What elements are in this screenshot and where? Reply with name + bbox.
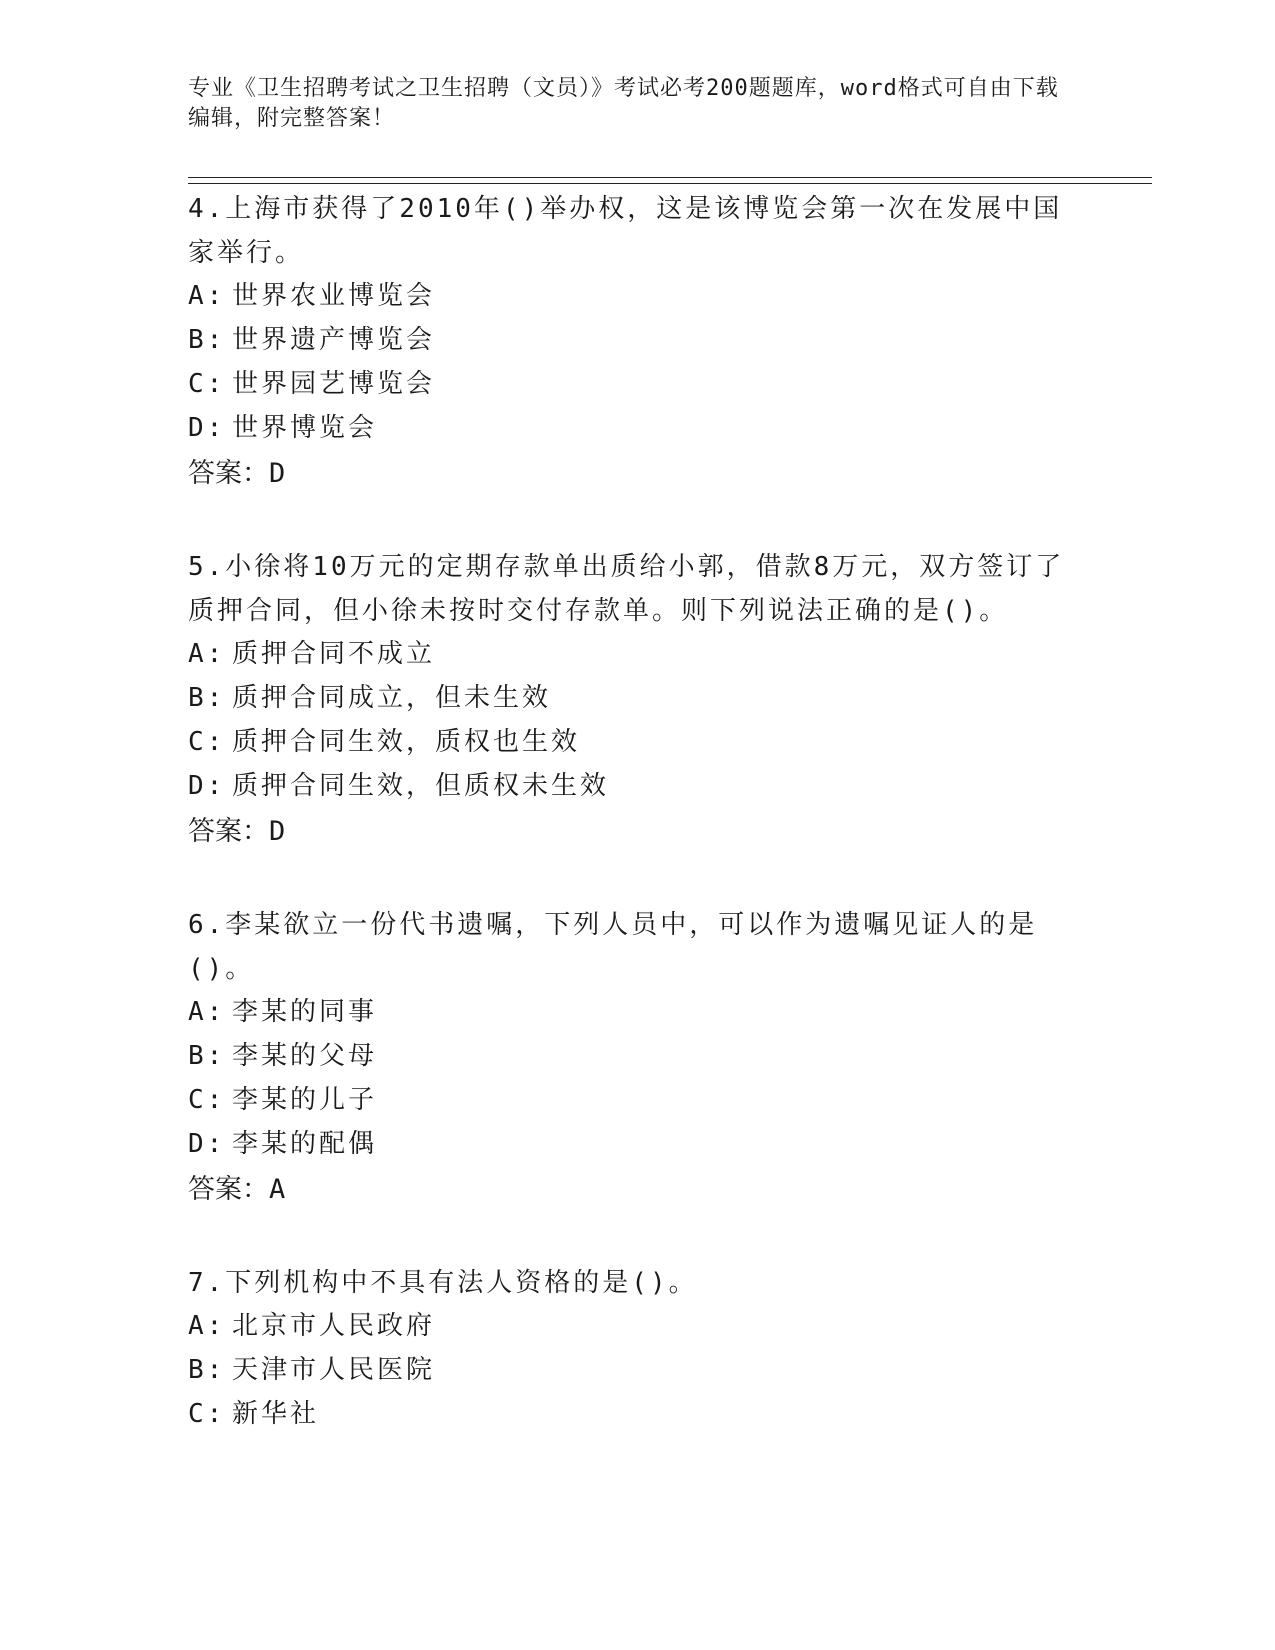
option-letter: B:: [188, 325, 226, 355]
question-5-option-c: [188, 724, 580, 760]
question-5-text: 5.小徐将10万元的定期存款单出质给小郭，借款8万元，双方签订了质押合同，但小徐未按时交付存款单。则下列说法正确的是()。: [188, 552, 1065, 626]
option-letter: B:: [188, 1355, 226, 1385]
option-text: 李某的同事: [232, 997, 378, 1027]
question-5-option-b: [188, 680, 551, 716]
question-6-option-d: [188, 1126, 377, 1162]
option-letter: B:: [188, 1041, 226, 1071]
option-letter: A:: [188, 639, 226, 669]
option-text: 质押合同不成立: [232, 639, 436, 669]
question-4-option-b: [188, 322, 435, 358]
question-5-option-d: [188, 768, 609, 804]
question-5-answer: [188, 814, 285, 850]
option-letter: A:: [188, 1311, 226, 1341]
question-7-option-a: [188, 1308, 435, 1344]
question-7-option-b: [188, 1352, 435, 1388]
option-text: 质押合同生效，质权也生效: [232, 727, 581, 757]
answer-value: A: [269, 1174, 286, 1205]
question-7-option-c: [188, 1396, 319, 1432]
question-6-answer: [188, 1172, 285, 1208]
option-text: 李某的配偶: [232, 1129, 378, 1159]
option-letter: C:: [188, 1399, 226, 1429]
option-text: 世界园艺博览会: [232, 369, 436, 399]
option-text: 世界遗产博览会: [232, 325, 436, 355]
answer-label: 答案：: [188, 1174, 269, 1205]
option-text: 质押合同生效，但质权未生效: [232, 771, 610, 801]
option-text: 李某的父母: [232, 1041, 378, 1071]
option-text: 北京市人民政府: [232, 1311, 436, 1341]
option-text: 天津市人民医院: [232, 1355, 436, 1385]
answer-label: 答案：: [188, 458, 269, 489]
question-6-option-c: [188, 1082, 377, 1118]
question-4-option-d: [188, 410, 377, 446]
option-text: 质押合同成立，但未生效: [232, 683, 552, 713]
option-letter: C:: [188, 1085, 226, 1115]
option-text: 世界博览会: [232, 413, 378, 443]
option-letter: A:: [188, 281, 226, 311]
answer-label: 答案：: [188, 816, 269, 847]
question-6-option-b: [188, 1038, 377, 1074]
option-text: 新华社: [232, 1399, 320, 1429]
option-text: 世界农业博览会: [232, 281, 436, 311]
option-letter: D:: [188, 771, 226, 801]
question-6-option-a: [188, 994, 377, 1030]
question-4-option-a: [188, 278, 435, 314]
option-letter: C:: [188, 369, 226, 399]
question-4-text: 4.上海市获得了2010年()举办权，这是该博览会第一次在发展中国家举行。: [188, 194, 1063, 268]
header-divider-top: [188, 177, 1152, 178]
question-6-text: 6.李某欲立一份代书遗嘱，下列人员中，可以作为遗嘱见证人的是()。: [188, 910, 1038, 984]
answer-value: D: [269, 816, 286, 847]
answer-value: D: [269, 458, 286, 489]
option-text: 李某的儿子: [232, 1085, 378, 1115]
question-4-answer: [188, 456, 285, 492]
option-letter: B:: [188, 683, 226, 713]
option-letter: A:: [188, 997, 226, 1027]
option-letter: D:: [188, 1129, 226, 1159]
question-4-option-c: [188, 366, 435, 402]
document-header: 专业《卫生招聘考试之卫生招聘（文员）》考试必考200题题库，word格式可自由下载编辑，附完整答案！: [188, 76, 1059, 131]
header-divider-bottom: [188, 183, 1152, 184]
question-5-option-a: [188, 636, 435, 672]
option-letter: C:: [188, 727, 226, 757]
option-letter: D:: [188, 413, 226, 443]
question-7-text: 7.下列机构中不具有法人资格的是()。: [188, 1268, 698, 1298]
